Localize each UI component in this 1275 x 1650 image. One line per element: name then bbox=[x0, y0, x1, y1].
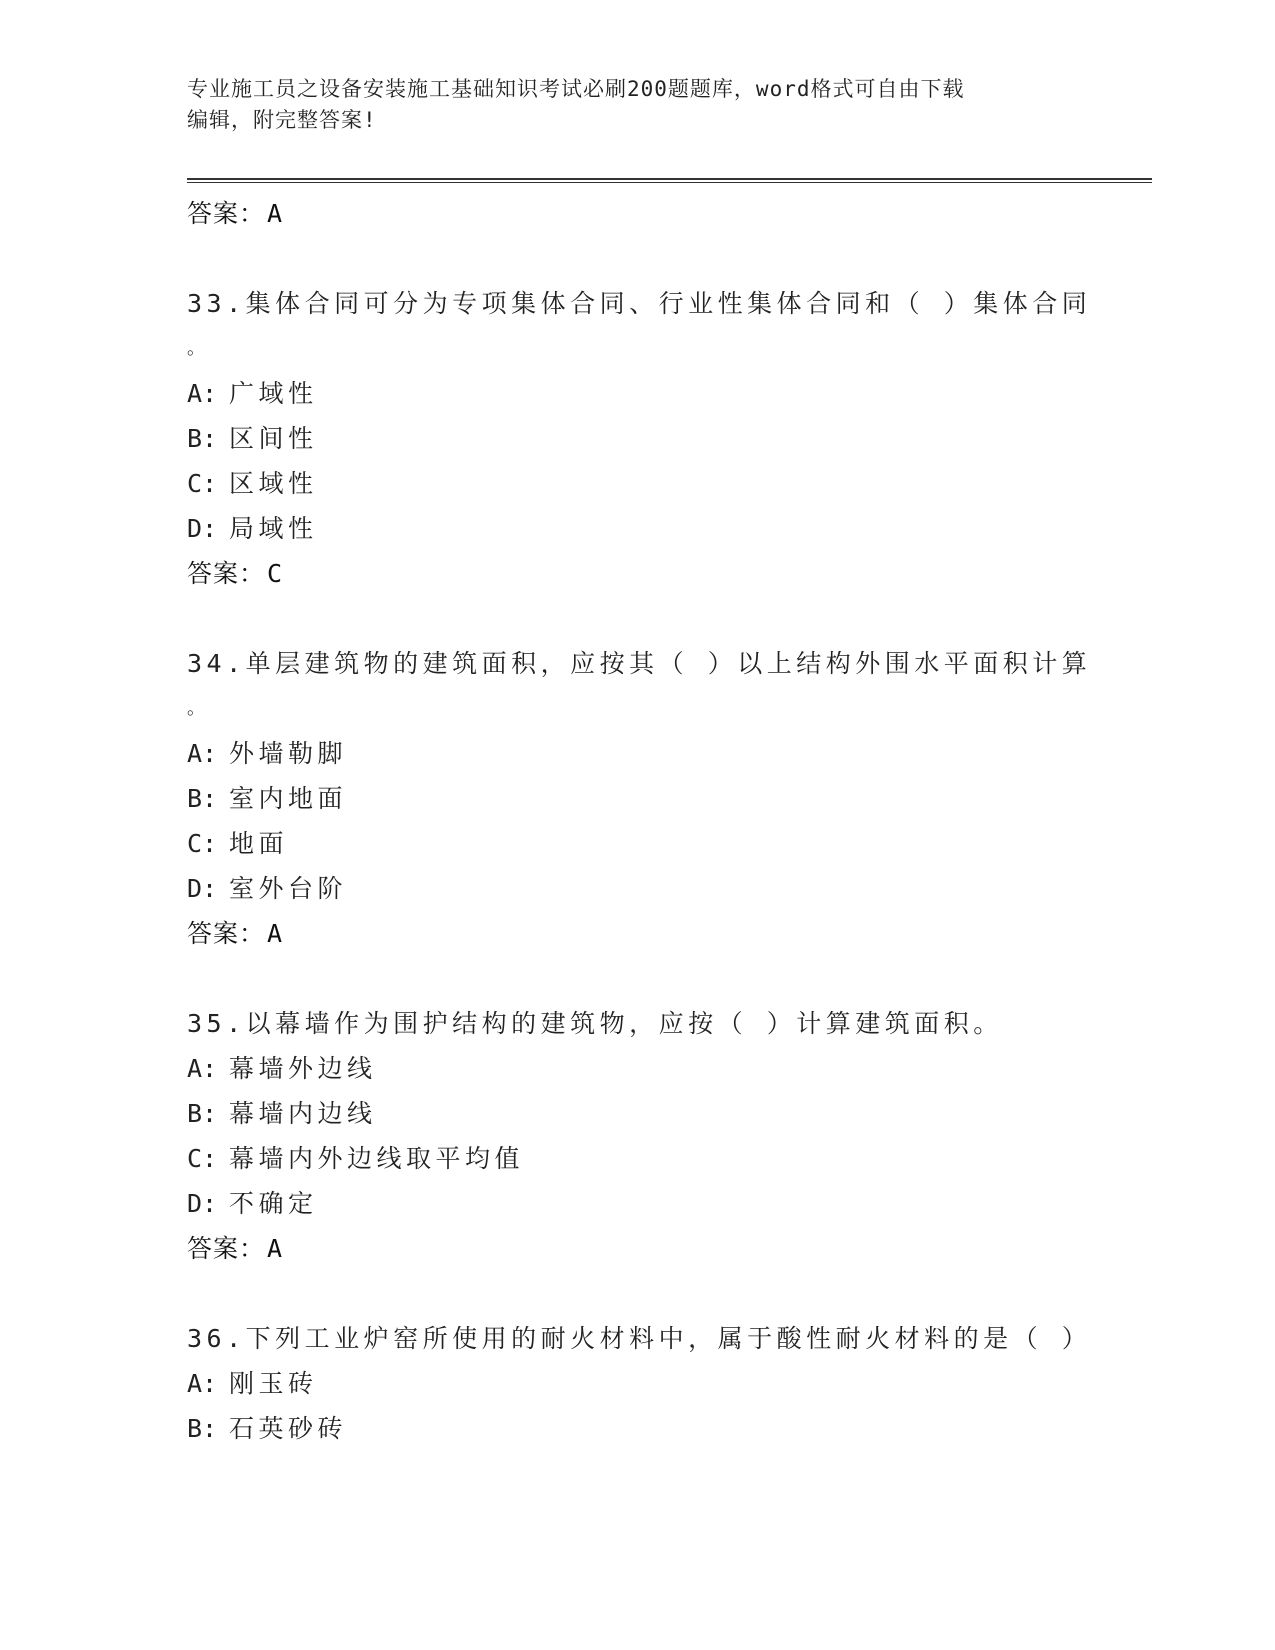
header-title-line-2: 编辑，附完整答案! bbox=[187, 108, 377, 132]
answer-line bbox=[187, 191, 1087, 236]
option-label: B: bbox=[187, 424, 218, 453]
spacer bbox=[187, 956, 1087, 1001]
option-label: C: bbox=[187, 1144, 218, 1173]
question-36 bbox=[187, 1316, 1092, 1361]
option-d bbox=[187, 1181, 1087, 1226]
option-text: 石英砂砖 bbox=[229, 1414, 348, 1443]
question-34 bbox=[187, 641, 1092, 731]
question-33 bbox=[187, 281, 1092, 371]
option-label: D: bbox=[187, 874, 218, 903]
question-text: 34.单层建筑物的建筑面积，应按其（ ）以上结构外围水平面积计算 bbox=[187, 649, 1092, 678]
option-text: 地面 bbox=[229, 829, 289, 858]
question-35 bbox=[187, 1001, 1087, 1046]
option-text: 室外台阶 bbox=[229, 874, 348, 903]
document-header bbox=[187, 74, 1087, 136]
option-label: A: bbox=[187, 1369, 218, 1398]
question-text: 36.下列工业炉窑所使用的耐火材料中，属于酸性耐火材料的是（ ） bbox=[187, 1324, 1092, 1353]
spacer bbox=[187, 236, 1087, 281]
option-text: 幕墙内边线 bbox=[229, 1099, 377, 1128]
option-d bbox=[187, 866, 1087, 911]
answer-prefix: 答案： bbox=[187, 199, 266, 228]
answer-value: A bbox=[267, 199, 284, 228]
question-text: 33.集体合同可分为专项集体合同、行业性集体合同和（ ）集体合同 bbox=[187, 289, 1092, 318]
option-c bbox=[187, 821, 1087, 866]
option-d bbox=[187, 506, 1087, 551]
answer-prefix: 答案： bbox=[187, 1234, 266, 1263]
option-text: 不确定 bbox=[229, 1189, 318, 1218]
option-label: C: bbox=[187, 829, 218, 858]
option-text: 区域性 bbox=[229, 469, 318, 498]
answer-value: A bbox=[267, 1234, 284, 1263]
option-text: 外墙勒脚 bbox=[229, 739, 348, 768]
option-a bbox=[187, 731, 1087, 776]
option-b bbox=[187, 1406, 1087, 1451]
option-a bbox=[187, 371, 1087, 416]
option-label: A: bbox=[187, 1054, 218, 1083]
question-text: 35.以幕墙作为围护结构的建筑物，应按（ ）计算建筑面积。 bbox=[187, 1009, 1003, 1038]
question-list bbox=[187, 191, 1092, 1451]
question-text-continuation: 。 bbox=[187, 338, 210, 359]
option-label: A: bbox=[187, 739, 218, 768]
option-text: 区间性 bbox=[229, 424, 318, 453]
answer-line bbox=[187, 911, 1087, 956]
answer-prefix: 答案： bbox=[187, 559, 266, 588]
answer-line bbox=[187, 551, 1087, 596]
answer-value: A bbox=[267, 919, 284, 948]
option-label: B: bbox=[187, 784, 218, 813]
option-text: 幕墙内外边线取平均值 bbox=[229, 1144, 525, 1173]
spacer bbox=[187, 596, 1087, 641]
option-label: C: bbox=[187, 469, 218, 498]
answer-line bbox=[187, 1226, 1087, 1271]
option-label: D: bbox=[187, 514, 218, 543]
option-text: 室内地面 bbox=[229, 784, 348, 813]
spacer bbox=[187, 1271, 1087, 1316]
option-c bbox=[187, 461, 1087, 506]
option-label: A: bbox=[187, 379, 218, 408]
header-divider bbox=[187, 178, 1152, 183]
option-c bbox=[187, 1136, 1087, 1181]
option-text: 局域性 bbox=[229, 514, 318, 543]
answer-prefix: 答案： bbox=[187, 919, 266, 948]
option-text: 幕墙外边线 bbox=[229, 1054, 377, 1083]
option-b bbox=[187, 416, 1087, 461]
option-b bbox=[187, 776, 1087, 821]
option-label: B: bbox=[187, 1099, 218, 1128]
option-a bbox=[187, 1046, 1087, 1091]
option-label: D: bbox=[187, 1189, 218, 1218]
header-title-line-1: 专业施工员之设备安装施工基础知识考试必刷200题题库，word格式可自由下载 bbox=[187, 77, 965, 101]
option-b bbox=[187, 1091, 1087, 1136]
question-text-continuation: 。 bbox=[187, 698, 210, 719]
option-text: 刚玉砖 bbox=[229, 1369, 318, 1398]
option-text: 广域性 bbox=[229, 379, 318, 408]
option-a bbox=[187, 1361, 1087, 1406]
answer-value: C bbox=[267, 559, 284, 588]
option-label: B: bbox=[187, 1414, 218, 1443]
